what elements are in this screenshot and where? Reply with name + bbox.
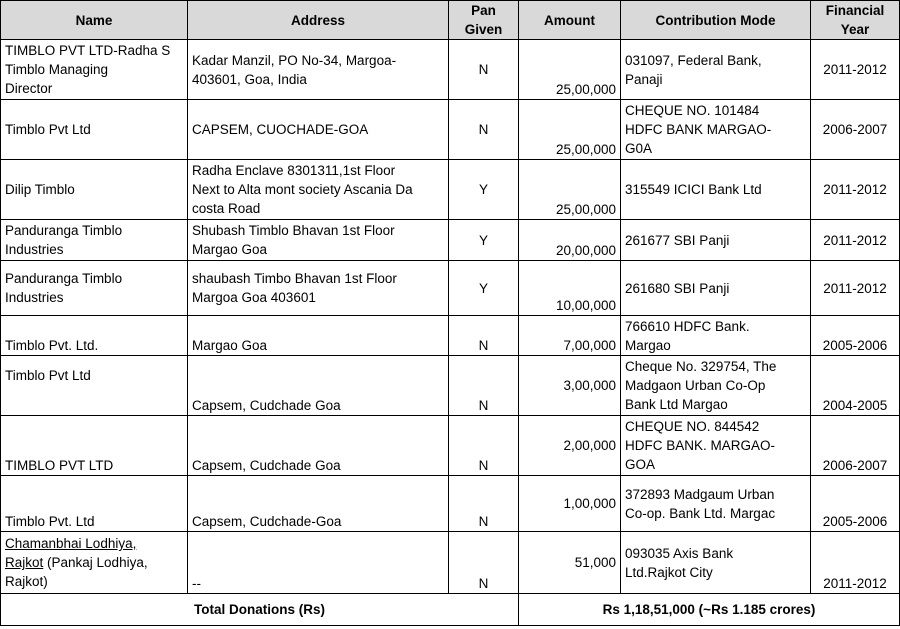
- header-pan-given: [449, 1, 519, 40]
- header-year-line-2: Year: [840, 22, 870, 37]
- mode-line: CHEQUE NO. 101484: [625, 103, 760, 118]
- address-line: Capsem, Cudchade-Goa: [192, 514, 342, 529]
- total-label: Total Donations (Rs): [1, 594, 519, 626]
- name-line: Timblo Managing: [5, 62, 109, 77]
- cell-year: 2004-2005: [811, 356, 900, 416]
- cell-amount: 20,00,000: [519, 220, 621, 261]
- cell-address: [188, 316, 449, 356]
- table-row: [1, 40, 900, 100]
- mode-line: 093035 Axis Bank: [625, 545, 734, 561]
- cell-name: [1, 40, 188, 100]
- address-line: Next to Alta mont society Ascania Da: [192, 182, 413, 197]
- name-line-underlined: Chamanbhai Lodhiya,: [5, 536, 137, 551]
- address-line: costa Road: [192, 201, 261, 216]
- header-name: Name: [1, 1, 188, 40]
- table-row: [1, 160, 900, 220]
- cell-pan: N: [449, 40, 519, 100]
- cell-mode: [621, 316, 811, 356]
- name-line: Panduranga Timblo: [5, 271, 123, 286]
- name-line: TIMBLO PVT LTD-Radha S: [5, 43, 171, 58]
- cell-mode: [621, 220, 811, 261]
- cell-amount: 2,00,000: [519, 416, 621, 476]
- cell-name: [1, 220, 188, 261]
- name-line: Timblo Pvt. Ltd: [5, 514, 95, 529]
- total-row: [1, 594, 900, 626]
- cell-pan: N: [449, 100, 519, 160]
- address-line: Capsem, Cudchade Goa: [192, 398, 341, 413]
- mode-line: Madgaon Urban Co-Op: [625, 378, 766, 393]
- cell-address: [188, 356, 449, 416]
- table-row: [1, 416, 900, 476]
- mode-line: GOA: [625, 457, 656, 472]
- cell-name: [1, 261, 188, 316]
- table-row: [1, 476, 900, 532]
- cell-amount: 25,00,000: [519, 40, 621, 100]
- table-row: [1, 261, 900, 316]
- table-row: [1, 316, 900, 356]
- table-row: [1, 356, 900, 416]
- header-year-line-1: Financial: [825, 3, 885, 18]
- mode-line: Bank Ltd Margao: [625, 397, 728, 412]
- address-line: Margao Goa: [192, 338, 268, 353]
- mode-line: 372893 Madgaum Urban: [625, 486, 775, 502]
- header-pan-line-2: Given: [464, 22, 503, 37]
- address-line: Margoa Goa 403601: [192, 290, 316, 305]
- mode-line: CHEQUE NO. 844542: [625, 419, 760, 434]
- cell-pan: N: [449, 476, 519, 532]
- cell-address: [188, 220, 449, 261]
- cell-address: [188, 532, 449, 594]
- cell-amount: 7,00,000: [519, 316, 621, 356]
- cell-amount: 10,00,000: [519, 261, 621, 316]
- header-financial-year: [811, 1, 900, 40]
- cell-name: [1, 532, 188, 594]
- cell-name: [1, 160, 188, 220]
- mode-line: HDFC BANK. MARGAO-: [625, 438, 776, 453]
- mode-line: Ltd.Rajkot City: [625, 564, 713, 580]
- name-line: (Pankaj Lodhiya,: [43, 555, 148, 570]
- name-line: TIMBLO PVT LTD: [5, 458, 114, 473]
- cell-mode: [621, 40, 811, 100]
- cell-name: [1, 356, 188, 416]
- cell-name: [1, 316, 188, 356]
- table-row: [1, 220, 900, 261]
- mode-line: G0A: [625, 141, 653, 156]
- cell-year: 2005-2006: [811, 316, 900, 356]
- cell-address: [188, 416, 449, 476]
- name-line: Timblo Pvt Ltd: [5, 368, 91, 383]
- cell-pan: N: [449, 356, 519, 416]
- address-line: Capsem, Cudchade Goa: [192, 458, 341, 473]
- mode-line: Cheque No. 329754, The: [625, 359, 777, 374]
- cell-year: 2011-2012: [811, 220, 900, 261]
- address-line: Radha Enclave 8301311,1st Floor: [192, 163, 396, 178]
- mode-line: HDFC BANK MARGAO-: [625, 122, 772, 137]
- mode-line: 315549 ICICI Bank Ltd: [625, 182, 762, 197]
- mode-line: 766610 HDFC Bank.: [625, 318, 750, 334]
- cell-mode: [621, 160, 811, 220]
- cell-amount: 25,00,000: [519, 100, 621, 160]
- cell-year: 2011-2012: [811, 532, 900, 594]
- name-line: Panduranga Timblo: [5, 223, 123, 238]
- name-line: Director: [5, 81, 53, 96]
- header-address: Address: [188, 1, 449, 40]
- cell-mode: [621, 532, 811, 594]
- cell-address: [188, 40, 449, 100]
- cell-pan: N: [449, 416, 519, 476]
- total-value: Rs 1,18,51,000 (~Rs 1.185 crores): [519, 594, 900, 626]
- name-line: Timblo Pvt Ltd: [5, 122, 91, 137]
- address-line: --: [192, 576, 201, 591]
- cell-amount: 3,00,000: [519, 356, 621, 416]
- cell-mode: [621, 476, 811, 532]
- mode-line: Panaji: [625, 71, 663, 87]
- address-line: Margao Goa: [192, 242, 268, 257]
- name-line-underlined: Rajkot: [5, 555, 44, 570]
- cell-year: 2011-2012: [811, 261, 900, 316]
- name-line: Industries: [5, 290, 64, 305]
- mode-line: Co-op. Bank Ltd. Margac: [625, 505, 776, 521]
- table-row: [1, 100, 900, 160]
- cell-address: [188, 476, 449, 532]
- cell-mode: [621, 100, 811, 160]
- cell-year: 2005-2006: [811, 476, 900, 532]
- cell-pan: Y: [449, 160, 519, 220]
- address-line: CAPSEM, CUOCHADE-GOA: [192, 122, 369, 137]
- cell-address: [188, 261, 449, 316]
- cell-name: [1, 100, 188, 160]
- cell-name: [1, 416, 188, 476]
- header-pan-line-1: Pan: [471, 3, 496, 18]
- mode-line: 261677 SBI Panji: [625, 232, 730, 248]
- cell-name: [1, 476, 188, 532]
- cell-pan: N: [449, 316, 519, 356]
- cell-address: [188, 160, 449, 220]
- cell-year: 2011-2012: [811, 160, 900, 220]
- address-line: Kadar Manzil, PO No-34, Margoa-: [192, 52, 397, 68]
- cell-mode: [621, 416, 811, 476]
- cell-amount: 51,000: [519, 532, 621, 594]
- cell-pan: Y: [449, 261, 519, 316]
- name-line: Timblo Pvt. Ltd.: [5, 338, 99, 353]
- mode-line: 031097, Federal Bank,: [625, 52, 762, 68]
- mode-line: 261680 SBI Panji: [625, 280, 730, 296]
- cell-address: [188, 100, 449, 160]
- name-line: Dilip Timblo: [5, 182, 75, 197]
- cell-mode: [621, 356, 811, 416]
- address-line: Shubash Timblo Bhavan 1st Floor: [192, 223, 395, 238]
- cell-year: 2006-2007: [811, 100, 900, 160]
- header-amount: Amount: [519, 1, 621, 40]
- table-row: [1, 532, 900, 594]
- address-line: shaubash Timbo Bhavan 1st Floor: [192, 271, 397, 286]
- header-row: [1, 1, 900, 40]
- cell-year: 2011-2012: [811, 40, 900, 100]
- address-line: 403601, Goa, India: [192, 71, 307, 87]
- mode-line: Margao: [625, 337, 671, 353]
- cell-pan: N: [449, 532, 519, 594]
- cell-year: 2006-2007: [811, 416, 900, 476]
- cell-amount: 1,00,000: [519, 476, 621, 532]
- name-line: Industries: [5, 242, 64, 257]
- cell-amount: 25,00,000: [519, 160, 621, 220]
- name-line: Rajkot): [5, 574, 48, 589]
- cell-pan: Y: [449, 220, 519, 261]
- cell-mode: [621, 261, 811, 316]
- header-contribution-mode: Contribution Mode: [621, 1, 811, 40]
